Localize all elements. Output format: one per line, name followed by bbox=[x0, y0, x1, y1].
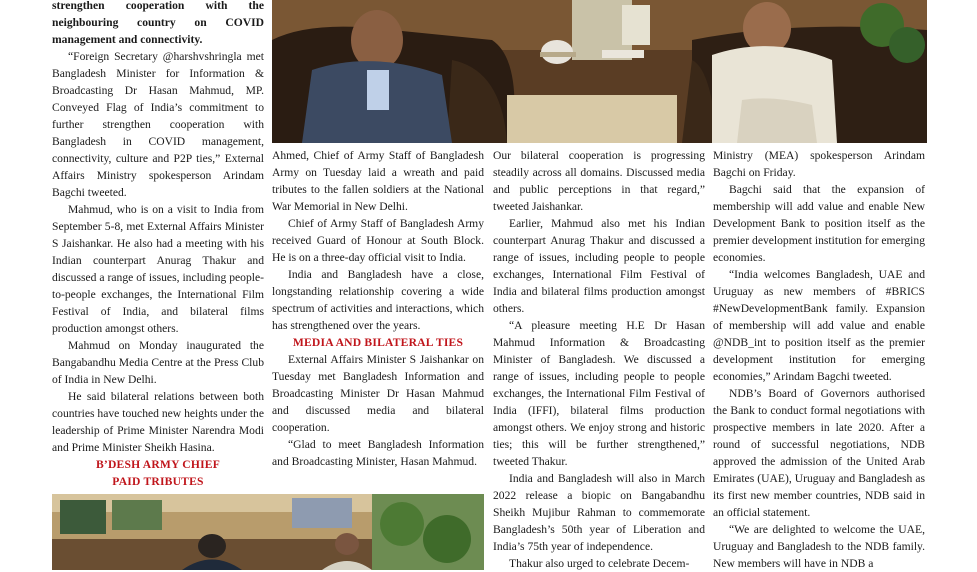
office-photo-illustration bbox=[52, 494, 484, 570]
subheading-paid-tributes: PAID TRIBUTES bbox=[112, 475, 204, 488]
paragraph: “Glad to meet Bangladesh Information and Broadcasting Minister, Hasan Mahmud. bbox=[272, 438, 484, 468]
paragraph: He said bilateral relations between both countries have touched new heights under the leadership of Prime Minister Narendra Modi and Prime Minister Sheikh Hasina. bbox=[52, 390, 264, 454]
paragraph: India and Bangladesh will also in March 2022 release a biopic on Bangabandhu Sheikh Mujibur Rahman to commemorate Bangladesh’s 50th year of Liberation and India’s 75th year of independence. bbox=[493, 472, 705, 553]
paragraph: “Foreign Secretary @harshvshringla met Bangladesh Minister for Information & Broadcasting Dr Hasan Mahmud, MP. Conveyed Flag of India’s commitment to further strengthen cooperation with Bangladesh in COVID management, connectivity, culture and P2P ties,” External Affairs Ministry spokesperson Arindam Bagchi tweeted. bbox=[52, 50, 264, 199]
meeting-photo-top bbox=[272, 0, 927, 143]
paragraph: Mahmud, who is on a visit to India from September 5-8, met External Affairs Minister S Jaishankar. He also had a meeting with his Indian counterpart Anurag Thakur and discussed a range of issues, including people-to-people exchanges, the International Film Festival of India, and bilateral films production amongst others. bbox=[52, 203, 264, 335]
subheading-army-chief: B’DESH ARMY CHIEF bbox=[95, 458, 221, 471]
article-column-3 bbox=[493, 147, 705, 572]
article-column-2 bbox=[272, 147, 484, 470]
paragraph: Ministry (MEA) spokesperson Arindam Bagchi on Friday. bbox=[713, 149, 925, 179]
paragraph: Mahmud on Monday inaugurated the Bangabandhu Media Centre at the Press Club of India in New Delhi. bbox=[52, 339, 264, 386]
meeting-photo-bottom bbox=[52, 494, 484, 570]
paragraph: “We are delighted to welcome the UAE, Uruguay and Bangladesh to the NDB family. New members will have in NDB a bbox=[713, 523, 925, 570]
paragraph: Bagchi said that the expansion of membership will add value and enable New Development Bank to position itself as the premier development institution for emerging economies. bbox=[713, 183, 925, 264]
article-column-4 bbox=[713, 147, 925, 572]
paragraph: Thakur also urged to celebrate Decem- bbox=[509, 557, 690, 570]
paragraph: “A pleasure meeting H.E Dr Hasan Mahmud Information & Broadcasting Minister of Bangladesh. We discussed a range of issues, including people to people exchanges, the International Film Festival of India (IFFI), bilateral films production amongst others. We enjoy strong and historic ties; this will be further strengthened,” tweeted Thakur. bbox=[493, 319, 705, 468]
lede-paragraph: strengthen cooperation with the neighbouring country on COVID management and connectivity. bbox=[52, 0, 264, 46]
paragraph: India and Bangladesh have a close, longstanding relationship covering a wide spectrum of activities and interactions, which has strengthened over the years. bbox=[272, 268, 484, 332]
meeting-photo-illustration bbox=[272, 0, 927, 143]
subheading-media-ties: MEDIA AND BILATERAL TIES bbox=[292, 336, 464, 349]
article-column-1 bbox=[52, 0, 264, 507]
paragraph: “India welcomes Bangladesh, UAE and Uruguay as new members of #BRICS #NewDevelopmentBank family. Expansion of membership will add value and enable @NDB_int to position itself as the premier development institution for emerging economies,” Arindam Bagchi tweeted. bbox=[713, 268, 925, 383]
paragraph: Ahmed, Chief of Army Staff of Bangladesh Army on Tuesday laid a wreath and paid tributes to the fallen soldiers at the National War Memorial in New Delhi. bbox=[272, 149, 484, 213]
paragraph: NDB’s Board of Governors authorised the Bank to conduct formal negotiations with prospective members in late 2020. After a round of successful negotiations, NDB approved the admission of the United Arab Emirates (UAE), Uruguay and Bangladesh as its first new member countries, NDB said in an official statement. bbox=[713, 387, 925, 519]
paragraph: Chief of Army Staff of Bangladesh Army received Guard of Honour at South Block. He is on a three-day official visit to India. bbox=[272, 217, 484, 264]
paragraph: External Affairs Minister S Jaishankar on Tuesday met Bangladesh Information and Broadcasting Minister Dr Hasan Mahmud and discussed media and bilateral cooperation. bbox=[272, 353, 484, 434]
paragraph: Our bilateral cooperation is progressing steadily across all domains. Discussed media and public perceptions in that regard,” tweeted Jaishankar. bbox=[493, 149, 705, 213]
paragraph: Earlier, Mahmud also met his Indian counterpart Anurag Thakur and discussed a range of issues, including people to people exchanges, International Film Festival of India and bilateral films production amongst others. bbox=[493, 217, 705, 315]
